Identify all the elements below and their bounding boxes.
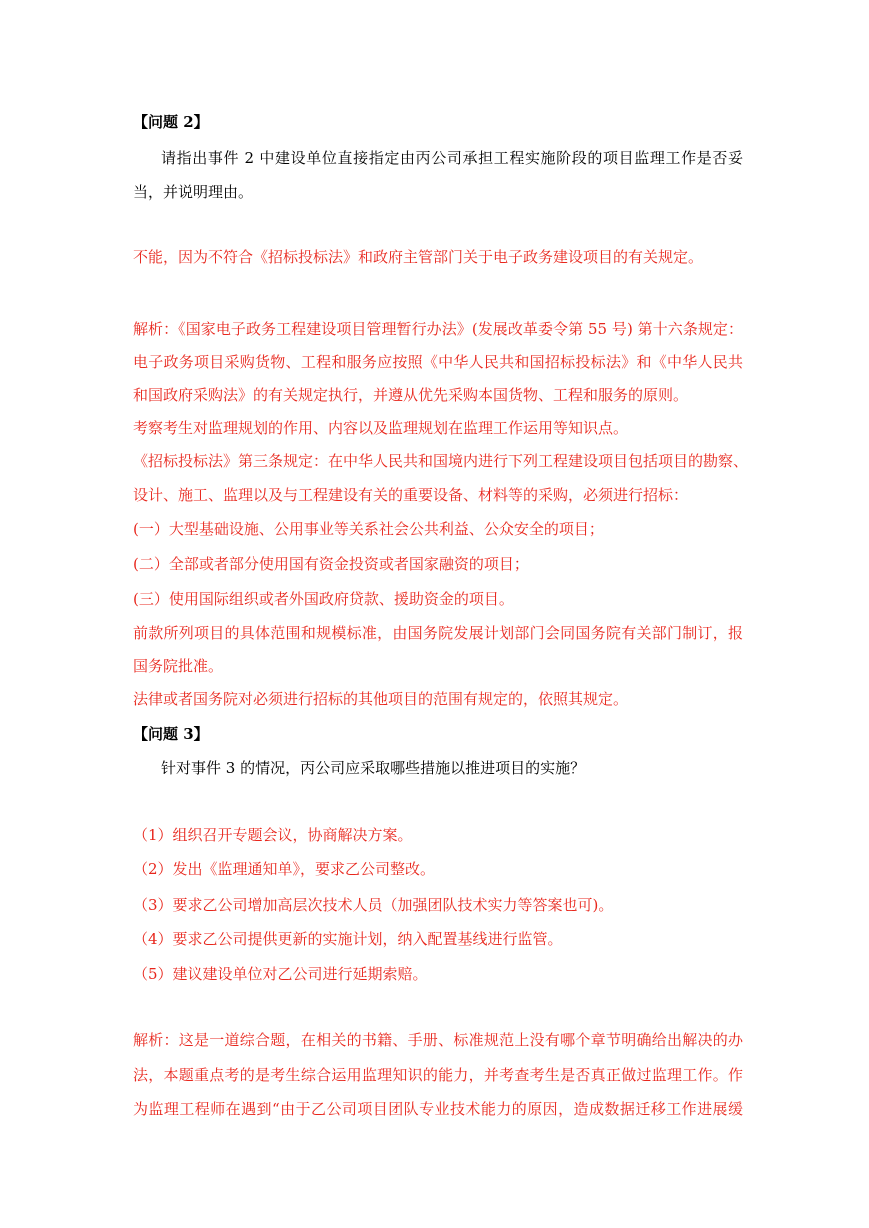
q3-question: 针对事件 3 的情况，丙公司应采取哪些措施以推进项目的实施？: [161, 759, 586, 777]
q2-analysis-line-11: 国务院批准。: [133, 657, 224, 675]
q2-analysis-line-2: 电子政务项目采购货物、工程和服务应按照《中华人民共和国招标投标法》和《中华人民共: [133, 353, 743, 371]
q2-analysis-line-4: 考察考生对监理规划的作用、内容以及监理规划在监理工作运用等知识点。: [133, 419, 629, 437]
q2-analysis-line-5: 《招标投标法》第三条规定：在中华人民共和国境内进行下列工程建设项目包括项目的勘察、: [133, 452, 749, 470]
q3-analysis-line-2: 法，本题重点考的是考生综合运用监理知识的能力，并考查考生是否真正做过监理工作。作: [133, 1066, 743, 1084]
q3-answer-3: （3）要求乙公司增加高层次技术人员（加强团队技术实力等答案也可)。: [133, 896, 614, 914]
q3-answer-2: （2）发出《监理通知单》，要求乙公司整改。: [133, 860, 436, 878]
q3-heading: 【问题 3】: [133, 725, 209, 743]
q3-answer-1: （1）组织召开专题会议，协商解决方案。: [133, 826, 413, 844]
q2-question-line-2: 当，并说明理由。: [133, 183, 254, 201]
q2-analysis-line-9: (三）使用国际组织或者外国政府贷款、援助资金的项目。: [133, 590, 514, 608]
q2-analysis-line-7: (一）大型基础设施、公用事业等关系社会公共利益、公众安全的项目；: [133, 520, 604, 538]
q2-analysis-line-8: (二）全部或者部分使用国有资金投资或者国家融资的项目；: [133, 555, 529, 573]
q2-analysis-line-1: 解析：《国家电子政务工程建设项目管理暂行办法》(发展改革委令第 55 号) 第十六条规定：: [133, 320, 743, 338]
q2-heading: 【问题 2】: [133, 113, 209, 131]
q2-question-line-1: 请指出事件 2 中建设单位直接指定由丙公司承担工程实施阶段的项目监理工作是否妥: [161, 149, 743, 167]
q2-answer: 不能，因为不符合《招标投标法》和政府主管部门关于电子政务建设项目的有关规定。: [133, 248, 704, 266]
q3-analysis-line-1: 解析：这是一道综合题，在相关的书籍、手册、标准规范上没有哪个章节明确给出解决的办: [133, 1031, 743, 1049]
q2-analysis-line-10: 前款所列项目的具体范围和规模标准，由国务院发展计划部门会同国务院有关部门制订，报: [133, 624, 743, 642]
q3-answer-4: （4）要求乙公司提供更新的实施计划，纳入配置基线进行监管。: [133, 930, 563, 948]
q2-analysis-line-3: 和国政府采购法》的有关规定执行，并遵从优先采购本国货物、工程和服务的原则。: [133, 386, 689, 404]
q3-analysis-line-3: 为监理工程师在遇到“由于乙公司项目团队专业技术能力的原因，造成数据迁移工作进展缓: [133, 1100, 743, 1118]
q2-analysis-line-6: 设计、施工、监理以及与工程建设有关的重要设备、材料等的采购，必须进行招标：: [133, 486, 689, 504]
q2-analysis-line-12: 法律或者国务院对必须进行招标的其他项目的范围有规定的，依照其规定。: [133, 690, 629, 708]
q3-answer-5: （5）建议建设单位对乙公司进行延期索赔。: [133, 965, 428, 983]
